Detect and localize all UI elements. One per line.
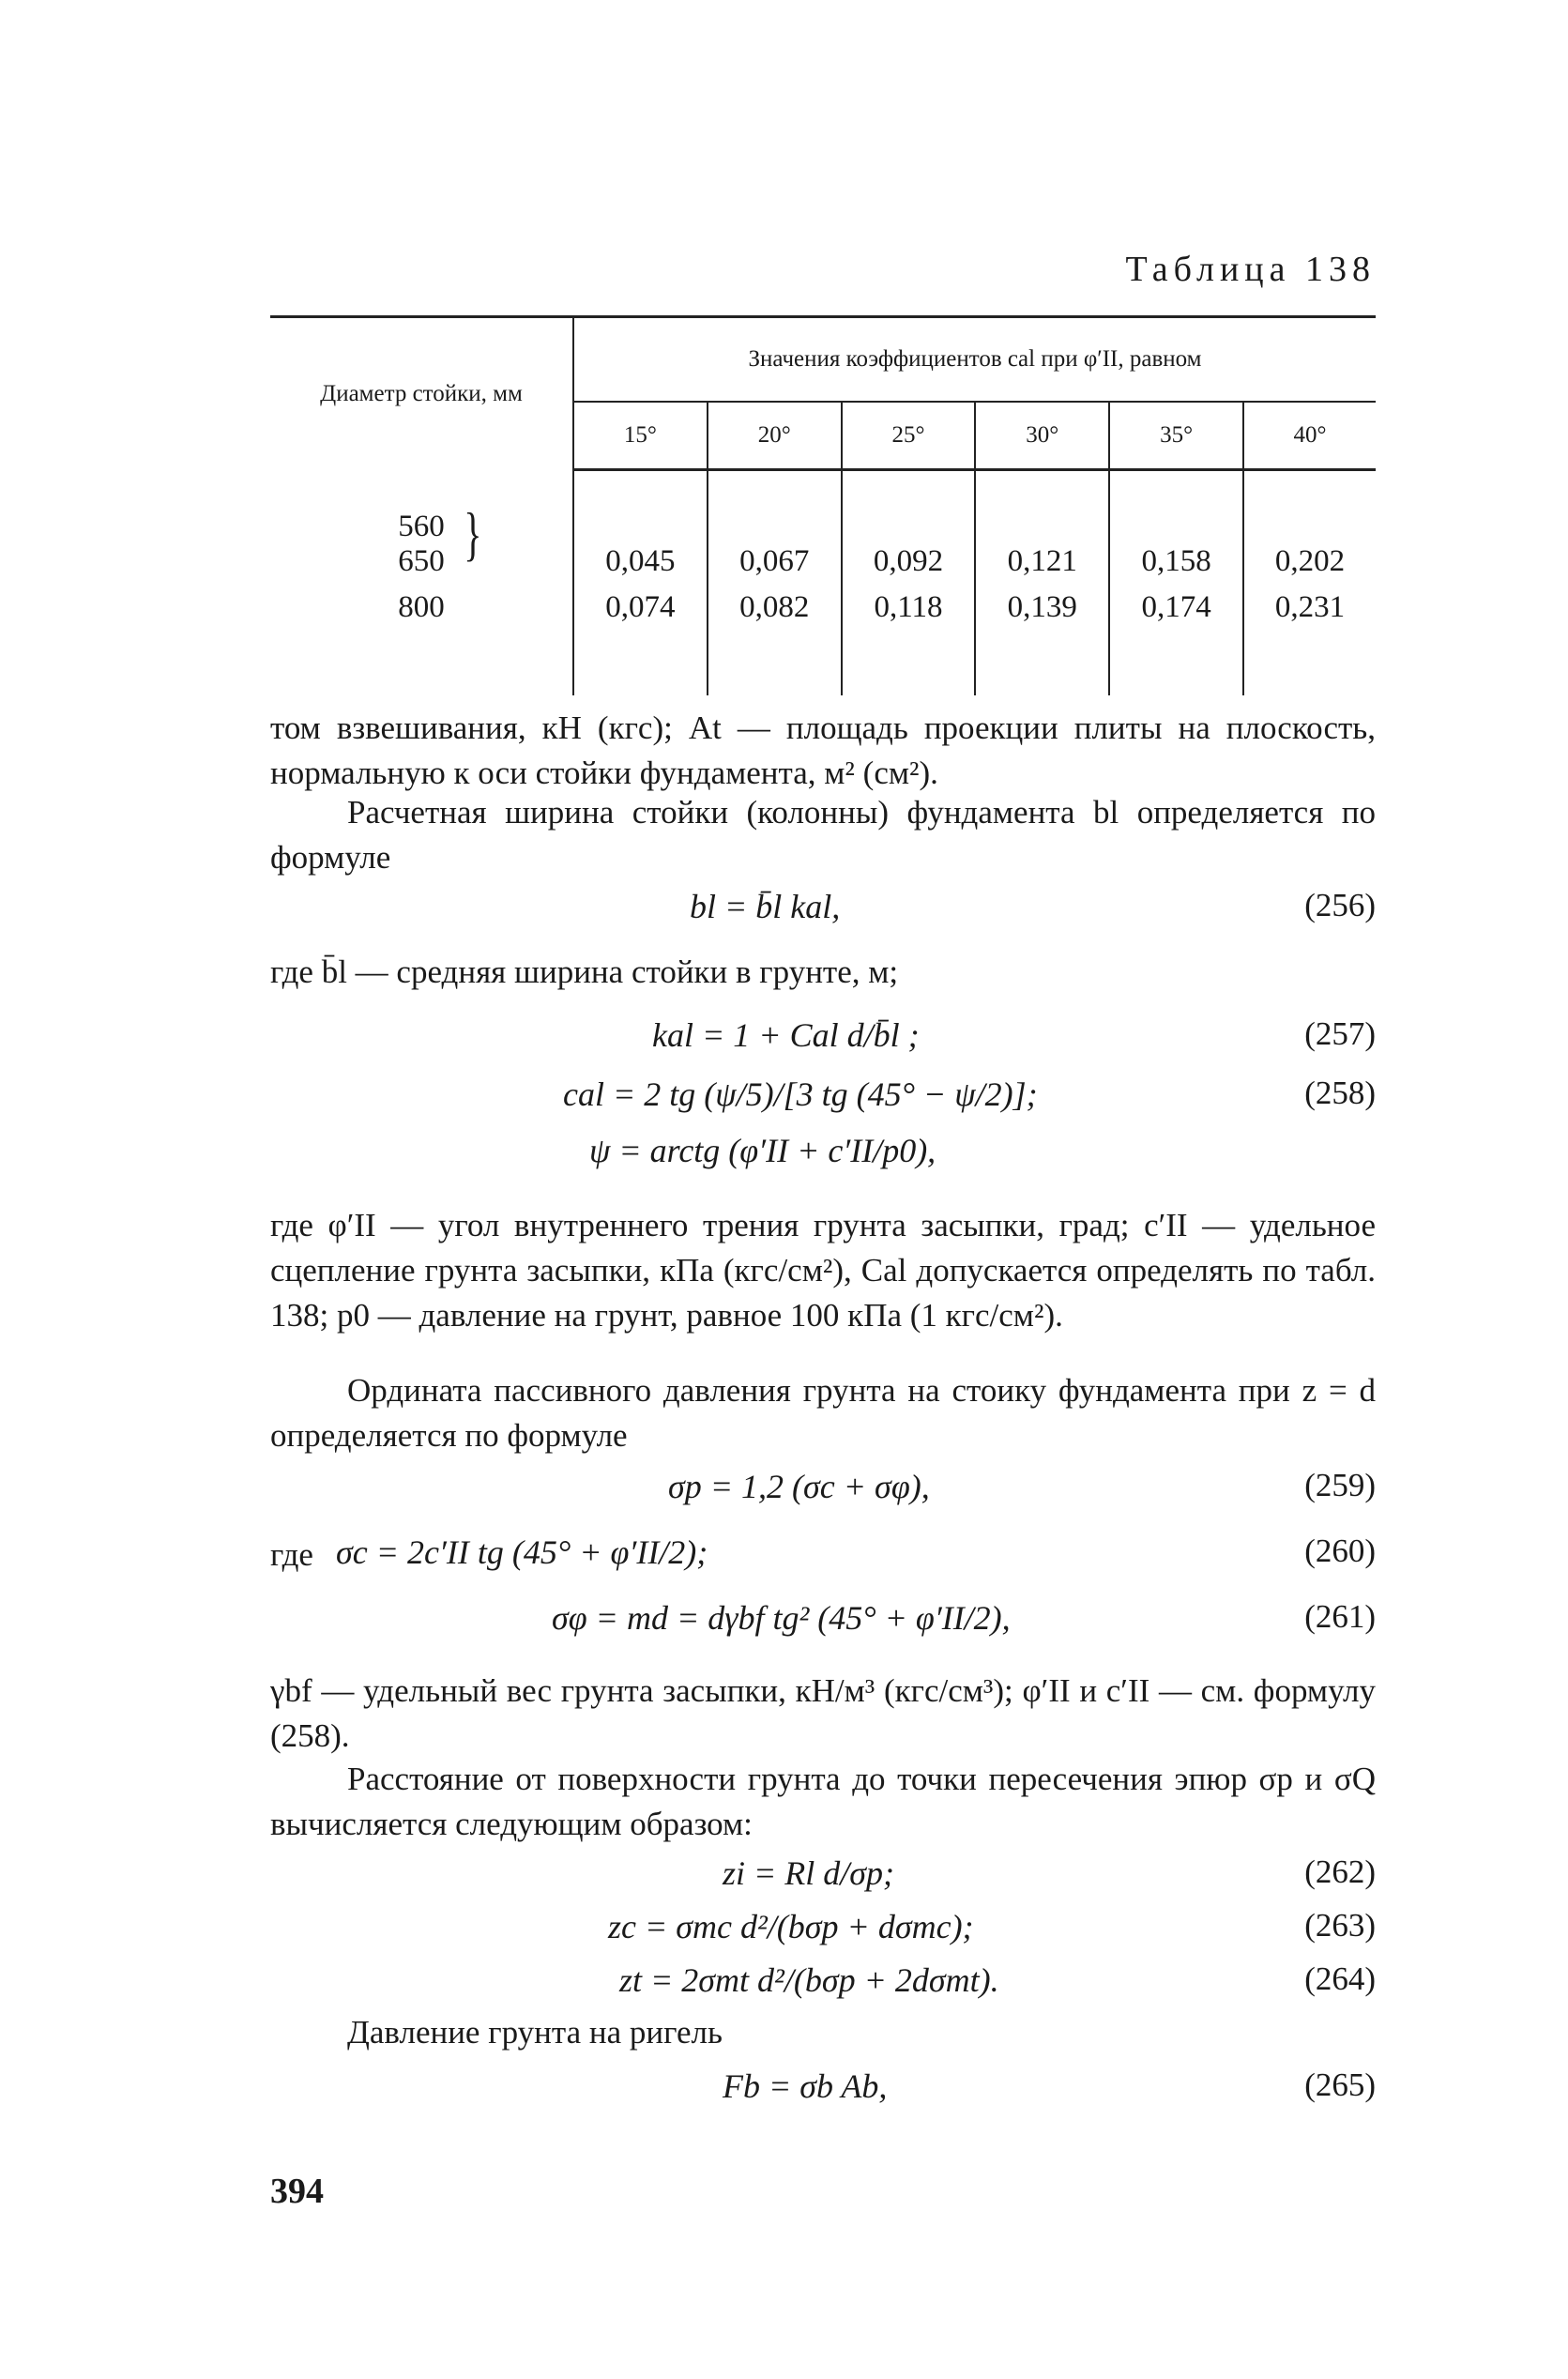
equation-number: (258) bbox=[1304, 1075, 1376, 1111]
formula-263: zc = σmc d²/(bσp + dσmc); bbox=[608, 1908, 974, 1945]
value-cell: 0,139 bbox=[975, 587, 1109, 656]
brace-symbol: } bbox=[464, 499, 482, 568]
coefficient-table bbox=[270, 315, 1376, 695]
equation-number: (256) bbox=[1304, 887, 1376, 923]
equation-number: (265) bbox=[1304, 2066, 1376, 2103]
formula-262: zi = Rl d/σp; bbox=[723, 1854, 895, 1892]
paragraph: где φ′II — угол внутреннего трения грунта засыпки, град; c′II — удельное сцепление грунта засыпки, кПа (кгс/см²), Cal допускается определять по табл. 138; p0 — давление на грунт, равное 100 кПа (1 кгс/см²). bbox=[270, 1207, 1376, 1334]
table-row bbox=[270, 470, 1376, 587]
value-cell: 0,092 bbox=[842, 470, 976, 587]
formula-259: σp = 1,2 (σc + σφ), bbox=[668, 1468, 930, 1505]
value-cell: 0,202 bbox=[1274, 544, 1346, 578]
angle-header: 40° bbox=[1243, 402, 1376, 470]
formula-257: kal = 1 + Cal d/b̄l ; bbox=[652, 1016, 920, 1054]
paragraph: γbf — удельный вес грунта засыпки, кН/м³ (кгс/см³); φ′II и c′II — см. формулу (258). bbox=[270, 1672, 1376, 1754]
paragraph: Давление грунта на ригель bbox=[347, 2014, 723, 2051]
angle-header: 20° bbox=[708, 402, 842, 470]
formula-prefix: где bbox=[270, 1536, 313, 1573]
formula-psi: ψ = arctg (φ′II + c′II/p0), bbox=[589, 1132, 936, 1169]
value-cell: 0,045 bbox=[573, 470, 708, 587]
paragraph: том взвешивания, кН (кгс); At — площадь проекции плиты на плоскость, нормальную к оси стойки фундамента, м² (см²). bbox=[270, 709, 1376, 791]
diameter-value: 650 bbox=[398, 544, 445, 578]
equation-number: (260) bbox=[1304, 1533, 1376, 1569]
value-cell: 0,121 bbox=[975, 470, 1109, 587]
diameter-value: 560 bbox=[398, 510, 445, 543]
coefficients-header: Значения коэффициентов cal при φ′II, равном bbox=[573, 317, 1376, 403]
formula-264: zt = 2σmt d²/(bσp + 2dσmt). bbox=[619, 1961, 999, 1999]
value-cell: 0,174 bbox=[1109, 587, 1243, 656]
equation-number: (259) bbox=[1304, 1467, 1376, 1503]
equation-number: (262) bbox=[1304, 1853, 1376, 1890]
value-cell: 0,118 bbox=[842, 587, 976, 656]
value-cell: 0,074 bbox=[573, 587, 708, 656]
table-title: Таблица 138 bbox=[1125, 250, 1376, 289]
equation-number: (257) bbox=[1304, 1015, 1376, 1052]
angle-header: 15° bbox=[573, 402, 708, 470]
angle-header: 25° bbox=[842, 402, 976, 470]
diameter-header: Диаметр стойки, мм bbox=[270, 317, 573, 470]
value-cell: 0,067 bbox=[708, 470, 842, 587]
formula-256: bl = b̄l kal, bbox=[690, 888, 841, 925]
page-number: 394 bbox=[270, 2172, 324, 2211]
value-cell: 0,158 bbox=[1109, 470, 1243, 587]
paragraph: Ордината пассивного давления грунта на стоику фундамента при z = d определяется по формуле bbox=[270, 1372, 1376, 1454]
formula-260: σc = 2c′II tg (45° + φ′II/2); bbox=[336, 1533, 708, 1571]
formula-265: Fb = σb Ab, bbox=[723, 2067, 888, 2105]
formula-261: σφ = md = dγbf tg² (45° + φ′II/2), bbox=[552, 1599, 1011, 1637]
table-row-spacer bbox=[270, 656, 1376, 695]
paragraph: Расстояние от поверхности грунта до точки пересечения эпюр σp и σQ вычисляется следующим образом: bbox=[270, 1761, 1376, 1842]
paragraph: Расчетная ширина стойки (колонны) фундамента bl определяется по формуле bbox=[270, 794, 1376, 876]
equation-number: (264) bbox=[1304, 1960, 1376, 1997]
value-cell: 0,082 bbox=[708, 587, 842, 656]
diameter-cell bbox=[270, 470, 573, 587]
angle-header: 35° bbox=[1109, 402, 1243, 470]
equation-number: (263) bbox=[1304, 1907, 1376, 1944]
table-row bbox=[270, 587, 1376, 656]
paragraph: где b̄l — средняя ширина стойки в грунте, м; bbox=[270, 953, 899, 990]
equation-number: (261) bbox=[1304, 1598, 1376, 1635]
formula-258: cal = 2 tg (ψ/5)/[3 tg (45° − ψ/2)]; bbox=[563, 1075, 1038, 1113]
angle-header: 30° bbox=[975, 402, 1109, 470]
value-cell: 0,231 bbox=[1274, 590, 1346, 624]
diameter-cell: 800 bbox=[270, 587, 573, 656]
